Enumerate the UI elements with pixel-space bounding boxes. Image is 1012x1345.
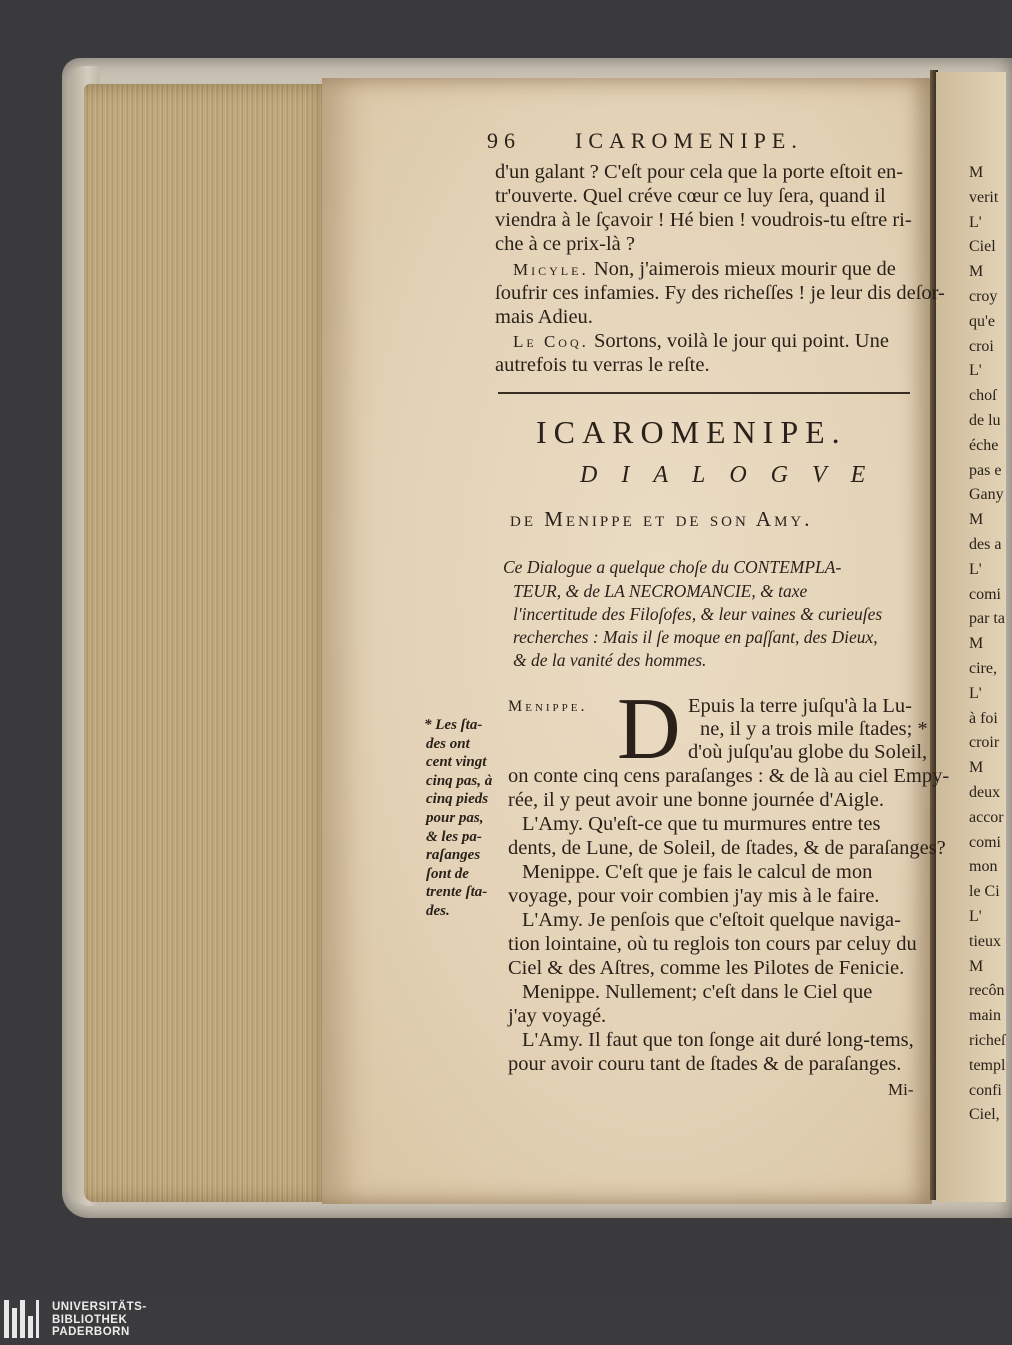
library-logo-icon [4,1300,42,1338]
text-line: dents, de Lune, de Soleil, de ſtades, & de paraſanges? [508,837,946,859]
dialogue-title: DIALOGVE [580,462,890,488]
text-line: Ciel & des Aſtres, comme les Pilotes de Fenicie. [508,957,905,979]
margin-note-line: & les pa- [426,828,482,845]
right-page-fragment: cire, [969,660,997,677]
text-line: Epuis la terre juſqu'à la Lu- [688,695,912,717]
right-page-fragment: croi [969,337,994,355]
summary-line: & de la vanité des hommes. [513,650,707,670]
margin-note-line: cent vingt [426,754,487,771]
right-page-fragment: Ciel [969,238,996,256]
speaker-name: Micyle. [513,260,589,279]
page-number: 96 [487,128,521,153]
margin-note-line: cinq pieds [426,791,489,808]
right-page-fragment: M [969,164,984,181]
right-page-fragment: choſ [969,387,997,405]
margin-note-line: pour pas, [426,810,484,826]
summary-line: l'incertitude des Filoſofes, & leur vaines & curieuſes [513,604,883,624]
text-line: tr'ouverte. Quel créve cœur ce luy ſera, quand il [495,185,886,207]
right-page-fragment: deux [969,784,1001,801]
text-line: d'un galant ? C'eſt pour cela que la porte eſtoit en- [495,161,904,183]
right-page-fragment: M [969,957,984,975]
running-head: ICAROMENIPE. [575,128,803,153]
section-title: ICAROMENIPE. [536,414,847,450]
right-page-fragment: L' [969,908,982,925]
text-line: voyage, pour voir combien j'ay mis à le faire. [508,885,880,907]
text-line: Menippe. C'eſt que je fais le calcul de mon [522,861,873,883]
margin-note-line: des ont [426,735,470,752]
right-page-fragment: L' [969,560,982,578]
text-line: L'Amy. Il faut que ton ſonge ait duré long-tems, [522,1029,914,1051]
speech-micyle [513,258,896,282]
drop-cap: D [617,681,681,778]
text-line: Non, j'aimerois mieux mourir que de [588,258,896,280]
text-line: ſoufrir ces infamies. Fy des richeſſes ! je leur dis deſor- [495,282,945,304]
summary-line: Ce Dialogue a quelque choſe du CONTEMPLA- [503,557,842,577]
right-page-fragment: M [969,635,984,653]
right-page-fragment: à foi [969,709,998,727]
right-page-fragment: L' [969,213,982,231]
text-line: on conte cinq cens paraſanges : & de là au ciel Empy- [508,765,950,787]
right-page-fragment: main [969,1007,1001,1025]
text-line: L'Amy. Qu'eſt-ce que tu murmures entre tes [522,813,881,835]
right-page-fragment: de lu [969,412,1001,429]
library-name-line: UNIVERSITÄTS- [52,1301,147,1313]
speech-coq [513,330,889,354]
right-page-fragment: des a [969,536,1002,553]
right-page-fragment: L' [969,684,982,702]
right-page-fragment: le Ci [969,883,1000,901]
margin-note-line: * Les ſta- [424,717,483,733]
right-page-fragment: pas e [969,461,1002,479]
library-name-line: PADERBORN [52,1326,130,1338]
text-line: pour avoir couru tant de ſtades & de paraſanges. [508,1053,902,1075]
right-page-fragment: croir [969,734,1000,752]
text-line: viendra à le ſçavoir ! Hé bien ! voudrois-tu eſtre ri- [495,209,912,231]
speaker-name: Menippe. [508,698,588,715]
right-page-fragment: qu'e [969,312,995,330]
library-name-line: BIBLIOTHEK [52,1313,128,1326]
right-page-fragment: templ [969,1056,1006,1074]
margin-note-line: des. [426,903,450,919]
speaker-name: Le Coq. [513,332,589,351]
right-page-fragment: M [969,759,984,777]
text-line: Menippe. Nullement; c'eſt dans le Ciel que [522,981,873,1003]
summary-line: recherches : Mais il ſe moque en paſſant, des Dieux, [513,627,878,647]
text-line: mais Adieu. [495,306,593,328]
text-line: L'Amy. Je penſois que c'eſtoit quelque naviga- [522,909,901,931]
right-page-fragment: accor [969,808,1004,826]
dialogue-subtitle: de Menippe et de son Amy. [510,507,813,531]
right-page-fragment: éche [969,436,999,454]
margin-note-line: ſont de [426,865,469,882]
right-page-fragment: mon [969,858,998,876]
text-line: che à ce prix-là ? [495,233,635,255]
right-page-fragment: verit [969,188,999,206]
margin-note-line: raſanges [426,847,481,864]
right-page-fragment: richeſ [969,1032,1006,1049]
right-page-fragment: M [969,263,984,281]
right-page-fragment: Gany [969,486,1004,504]
right-page-fragment: par ta [969,610,1005,628]
text-line: autrefois tu verras le reſte. [495,354,710,376]
footer-bar [0,1295,1000,1345]
right-page-fragment: comi [969,833,1001,851]
right-page-fragment: L' [969,362,982,380]
catchword: Mi- [888,1080,914,1099]
text-line: d'où juſqu'au globe du Soleil, [688,741,928,763]
margin-note-line: trente ſta- [426,884,488,901]
right-page-fragment: M [969,511,984,529]
text-line: j'ay voyagé. [508,1005,607,1027]
margin-note-line: cinq pas, à [426,772,493,789]
library-name [52,1301,147,1339]
right-page-fragment: croy [969,288,998,305]
text-line: rée, il y peut avoir une bonne journée d'Aigle. [508,789,884,811]
right-page-fragment: confi [969,1081,1002,1099]
text-line: tion lointaine, où tu reglois ton cours par celuy du [508,933,917,955]
right-page-fragment: recôn [969,982,1005,1000]
section-rule [498,392,910,394]
summary-line: TEUR, & de LA NECROMANCIE, & taxe [513,581,808,601]
page-edges [84,84,334,1202]
text-line: ne, il y a trois mile ſtades; * [700,718,928,740]
right-page-fragment: Ciel, [969,1106,1000,1124]
right-page-fragment: tieux [969,932,1001,950]
text-line: Sortons, voilà le jour qui point. Une [588,330,889,352]
right-page-fragment: comi [969,585,1001,603]
